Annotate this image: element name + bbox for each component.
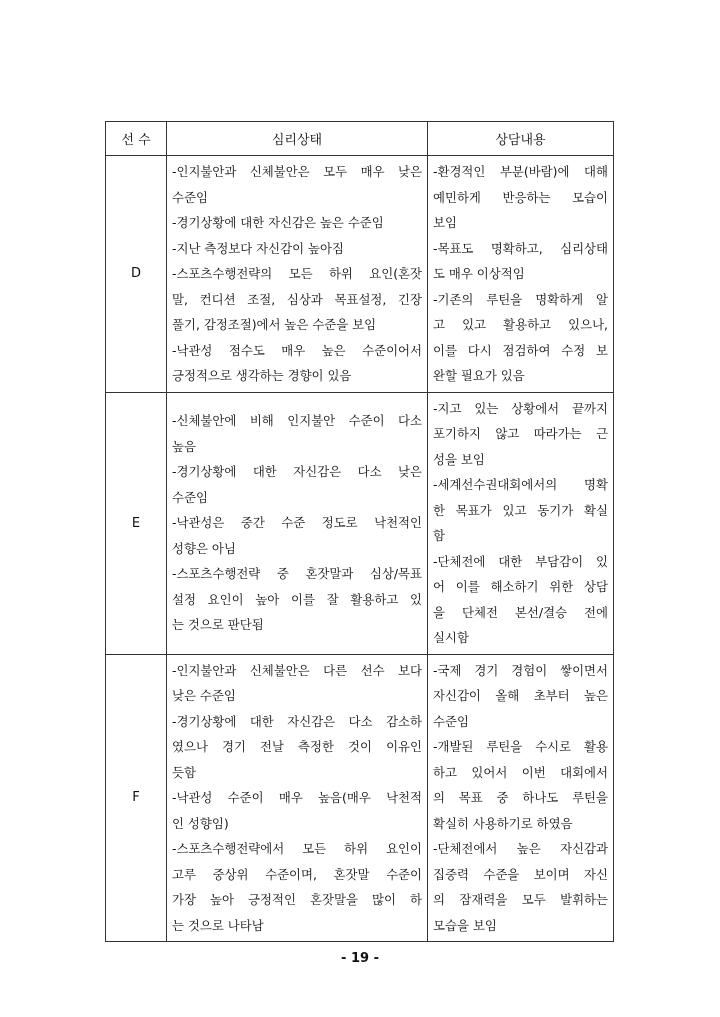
text-line: -스포츠수행전략에서 모든 하위 요인이 <box>172 841 422 856</box>
text-line: -경기상황에 대한 자신감은 높은 수준임 <box>172 215 384 230</box>
text-line: -인지불안과 신체불안은 다른 선수 보다 <box>172 662 422 678</box>
text-line: 고루 중상위 수준이며, 혼잣말 수준이 <box>172 866 422 882</box>
text-line: 말, 컨디션 조절, 심상과 목표설정, 긴장 <box>172 291 422 307</box>
table-row <box>106 156 614 393</box>
psych-state-cell <box>167 654 428 942</box>
player-label: D <box>106 156 167 393</box>
text-line: -세계선수권대회에서의 명확 <box>433 477 608 492</box>
text-line: 이를 다시 점검하여 수정 보 <box>433 342 608 358</box>
text-line: -지고 있는 상황에서 끝까지 <box>433 400 608 416</box>
player-label: F <box>106 654 167 942</box>
text-line: 설정 요인이 높아 이를 잘 활용하고 있 <box>172 591 422 607</box>
text-line: -개발된 루틴을 수시로 활용 <box>433 739 608 754</box>
text-line: -낙관성은 중간 수준 정도로 낙천적인 <box>172 515 422 531</box>
text-line: 듯함 <box>172 764 196 780</box>
text-line: 포기하지 않고 따라가는 근 <box>433 426 608 441</box>
text-line: 한 목표가 있고 동기가 확실 <box>433 502 608 518</box>
text-line: -스포츠수행전략 중 혼잣말과 심상/목표 <box>172 566 422 582</box>
text-line: 였으나 경기 전날 측정한 것이 이유인 <box>172 739 422 754</box>
text-line: -스포츠수행전략의 모든 하위 요인(혼잣 <box>172 266 422 281</box>
text-line: 인 성향임) <box>172 815 229 831</box>
text-line: -낙관성 수준이 매우 높음(매우 낙천적 <box>172 790 422 805</box>
text-line: 모습을 보임 <box>433 917 497 933</box>
text-line: -목표도 명확하고, 심리상태 <box>433 240 608 256</box>
text-line: -기존의 루틴을 명확하게 알 <box>433 291 608 307</box>
text-line: 는 것으로 나타남 <box>172 917 264 933</box>
table-row <box>106 392 614 654</box>
header-row <box>106 122 614 156</box>
text-line: 보임 <box>433 215 457 230</box>
text-line: -신체불안에 비해 인지불안 수준이 다소 <box>172 413 422 429</box>
text-line: 긍정적으로 생각하는 경향이 있음 <box>172 368 352 383</box>
text-line: 실시함 <box>433 630 469 645</box>
header-counseling: 상담내용 <box>428 122 614 156</box>
text-line: 의 잠재력을 모두 발휘하는 <box>433 892 608 907</box>
text-line: 의 목표 중 하나도 루틴을 <box>433 790 608 805</box>
text-line: 집중력 수준을 보이며 자신 <box>433 866 608 882</box>
text-line: -단체전에 대한 부담감이 있 <box>433 553 608 569</box>
table-row <box>106 654 614 942</box>
counseling-cell <box>428 156 614 393</box>
text-line: 가장 높아 긍정적인 혼잣말을 많이 하 <box>172 892 422 907</box>
text-line: -단체전에서 높은 자신감과 <box>433 841 608 856</box>
text-line: 성을 보임 <box>433 451 485 467</box>
text-line: 낮은 수준임 <box>172 688 236 703</box>
text-line: 수준임 <box>433 713 469 729</box>
text-line: 높음 <box>172 438 196 454</box>
text-line: -낙관성 점수도 매우 높은 수준이어서 <box>172 342 422 358</box>
header-player: 선 수 <box>106 122 167 156</box>
text-line: 예민하게 반응하는 모습이 <box>433 189 608 205</box>
psych-state-cell <box>167 392 428 654</box>
player-label: E <box>106 392 167 654</box>
text-line: 수준임 <box>172 189 208 205</box>
text-line: 는 것으로 판단됨 <box>172 617 264 633</box>
text-line: -경기상황에 대한 자신감은 다소 감소하 <box>172 713 422 729</box>
text-line: 확실히 사용하기로 하였음 <box>433 815 573 831</box>
header-psych-state: 심리상태 <box>167 122 428 156</box>
text-line: -환경적인 부분(바람)에 대해 <box>433 164 608 179</box>
text-line: 풀기, 감정조절)에서 높은 수준을 보임 <box>172 317 377 332</box>
text-line: 수준임 <box>172 489 208 505</box>
text-line: -지난 측정보다 자신감이 높아짐 <box>172 240 344 256</box>
text-line: 자신감이 올해 초부터 높은 <box>433 688 608 703</box>
counseling-cell <box>428 392 614 654</box>
counseling-cell <box>428 654 614 942</box>
page-number: - 19 - <box>341 951 379 966</box>
text-line: 고 있고 활용하고 있으나, <box>433 317 608 332</box>
text-line: 어 이를 해소하기 위한 상담 <box>433 579 608 594</box>
psych-state-cell <box>167 156 428 393</box>
counseling-table <box>105 121 614 942</box>
text-line: -경기상황에 대한 자신감은 다소 낮은 <box>172 464 422 480</box>
text-line: 완할 필요가 있음 <box>433 368 525 383</box>
text-line: 을 단체전 본선/결승 전에 <box>433 604 608 620</box>
text-line: 하고 있어서 이번 대회에서 <box>433 764 608 780</box>
text-line: 도 매우 이상적임 <box>433 266 525 281</box>
text-line: 성향은 아님 <box>172 540 236 556</box>
text-line: 함 <box>433 528 445 543</box>
text-line: -국제 경기 경험이 쌓이면서 <box>433 662 608 678</box>
text-line: -인지불안과 신체불안은 모두 매우 낮은 <box>172 164 422 179</box>
